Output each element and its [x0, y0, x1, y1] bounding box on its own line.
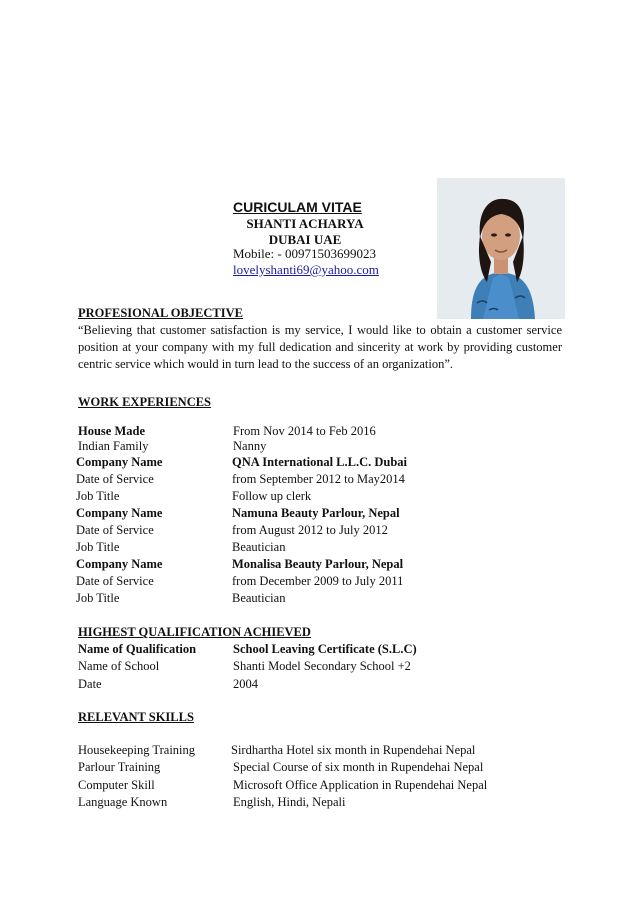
objective-heading: PROFESIONAL OBJECTIVE [78, 306, 243, 320]
applicant-location: DUBAI UAE [268, 232, 342, 247]
objective-text: “Believing that customer satisfaction is my service, I would like to obtain a customer service position at your company with my full dedication and sincerity at work by providing customer centric service which would in turn lead to the success of an organization”. [78, 323, 562, 371]
work-row [76, 506, 576, 523]
applicant-mobile: Mobile: - 00971503699023 [233, 246, 376, 261]
work-value: from August 2012 to July 2012 [232, 523, 388, 537]
work-label: Date of Service [76, 523, 154, 537]
skill-value: English, Hindi, Nepali [233, 795, 346, 809]
skill-label: Parlour Training [78, 760, 161, 774]
skill-row [78, 743, 578, 760]
work-value: from September 2012 to May2014 [232, 472, 405, 486]
qualification-row [78, 659, 578, 676]
cv-title: CURICULAM VITAE [233, 199, 362, 215]
work-value: Monalisa Beauty Parlour, Nepal [232, 557, 404, 571]
work-row [76, 489, 576, 506]
qualification-row [78, 677, 578, 694]
skill-value: Sirdhartha Hotel six month in Rupendehai Nepal [231, 743, 476, 757]
skill-value: Microsoft Office Application in Rupendehai Nepal [233, 778, 488, 792]
work-heading: WORK EXPERIENCES [78, 395, 212, 409]
work-row [76, 455, 576, 472]
work-row [76, 540, 576, 557]
work-value: QNA International L.L.C. Dubai [232, 455, 408, 469]
qualification-value: 2004 [233, 677, 258, 691]
skill-value: Special Course of six month in Rupendehai Nepal [233, 760, 484, 774]
work-value: Follow up clerk [232, 489, 312, 503]
qualification-value: Shanti Model Secondary School +2 [233, 659, 411, 673]
work-value: Namuna Beauty Parlour, Nepal [232, 506, 400, 520]
work-label: Job Title [76, 540, 120, 554]
work-row [76, 557, 576, 574]
work-label: Date of Service [76, 472, 154, 486]
work-row [76, 591, 576, 608]
work-row [78, 439, 578, 456]
skill-row [78, 795, 578, 812]
qualification-value: School Leaving Certificate (S.L.C) [233, 642, 417, 656]
qualification-label: Date [78, 677, 102, 691]
applicant-email[interactable]: lovelyshanti69@yahoo.com [233, 262, 379, 277]
work-row [76, 574, 576, 591]
qualification-heading: HIGHEST QUALIFICATION ACHIEVED [78, 625, 311, 639]
work-value: Nanny [233, 439, 267, 453]
work-value: Beautician [232, 591, 286, 605]
skills-heading: RELEVANT SKILLS [78, 710, 194, 724]
qualification-label: Name of School [78, 659, 160, 673]
work-label: Indian Family [78, 439, 149, 453]
work-value: From Nov 2014 to Feb 2016 [233, 424, 376, 438]
qualification-row [78, 642, 578, 659]
work-label: Company Name [76, 455, 163, 469]
skill-row [78, 778, 578, 795]
work-row [76, 472, 576, 489]
work-label: Company Name [76, 557, 163, 571]
work-label: Company Name [76, 506, 163, 520]
skill-row [78, 760, 578, 777]
work-row [76, 523, 576, 540]
work-label: House Made [78, 424, 146, 438]
work-label: Job Title [76, 489, 120, 503]
work-label: Job Title [76, 591, 120, 605]
qualification-label: Name of Qualification [78, 642, 197, 656]
skill-label: Language Known [78, 795, 168, 809]
skill-label: Housekeeping Training [78, 743, 196, 757]
work-value: Beautician [232, 540, 286, 554]
work-value: from December 2009 to July 2011 [232, 574, 404, 588]
work-label: Date of Service [76, 574, 154, 588]
applicant-photo [437, 178, 565, 319]
skill-label: Computer Skill [78, 778, 155, 792]
applicant-name: SHANTI ACHARYA [246, 216, 364, 231]
